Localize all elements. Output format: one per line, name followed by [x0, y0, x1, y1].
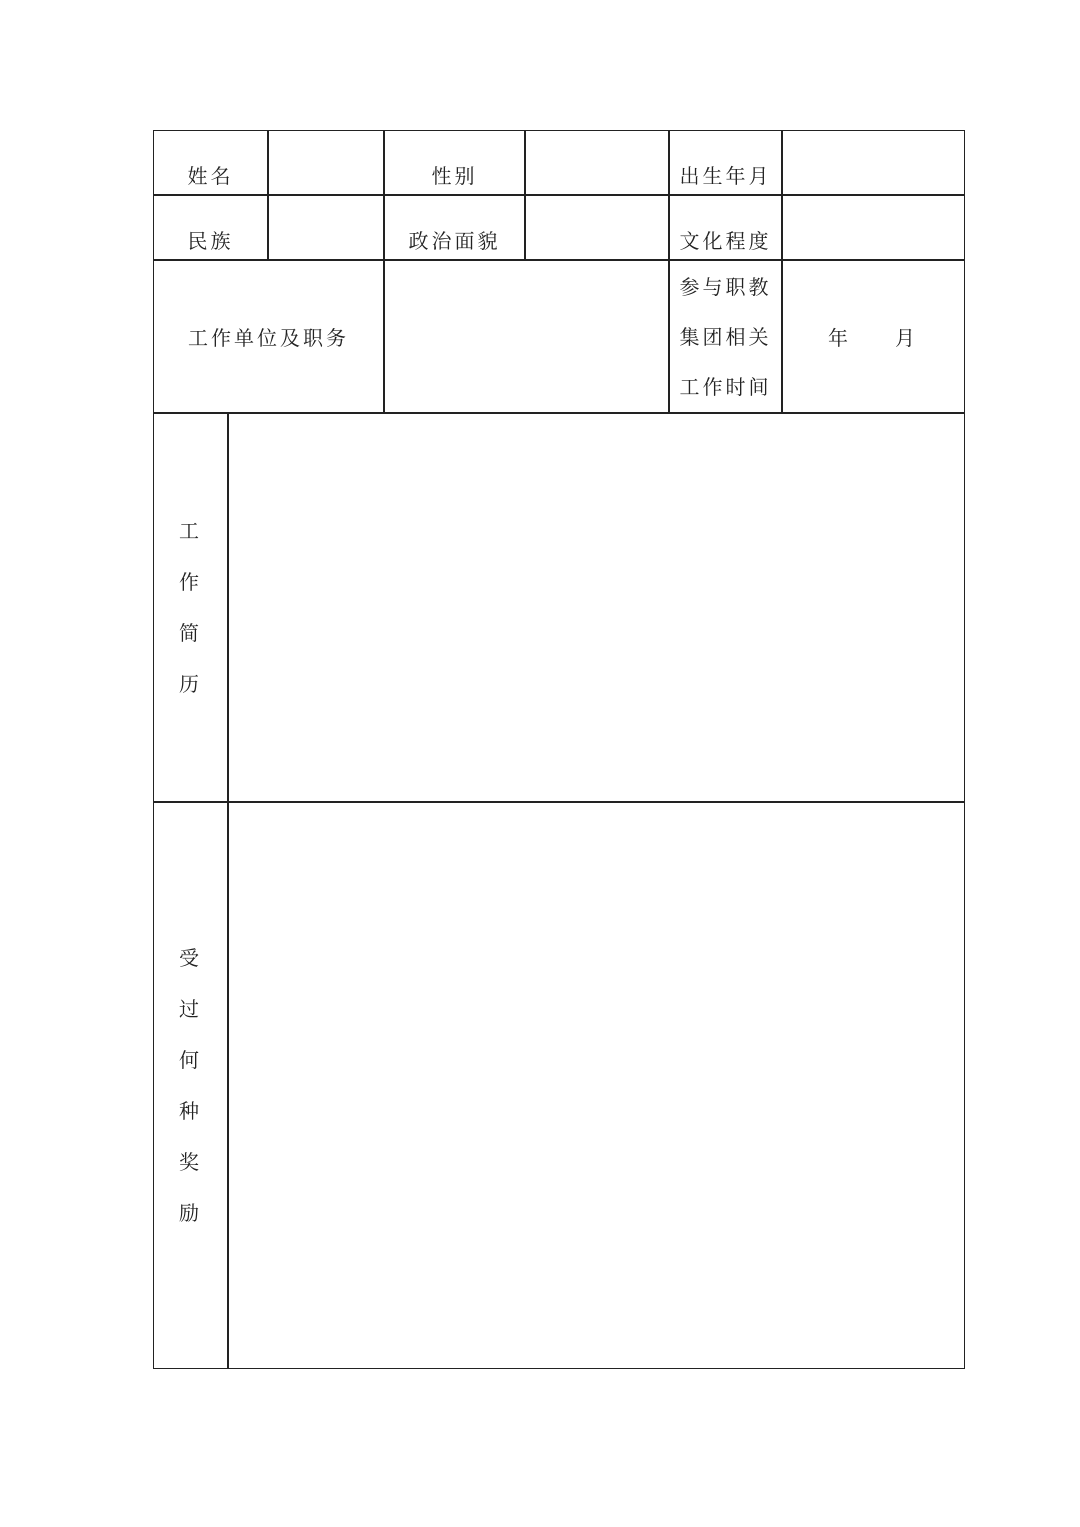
- birth-date-field[interactable]: [783, 132, 963, 194]
- gender-label: 性别: [431, 164, 478, 188]
- birth-date-label: 出生年月: [679, 164, 772, 188]
- participation-label-line: 工作时间: [679, 374, 772, 399]
- name-label: 姓名: [187, 164, 234, 188]
- work-resume-field[interactable]: [229, 414, 963, 800]
- participation-time-label: [669, 260, 782, 413]
- employer-position-field[interactable]: [385, 261, 667, 411]
- education-label: 文化程度: [679, 229, 772, 253]
- year-label: 年: [828, 325, 851, 350]
- political-status-field[interactable]: [526, 196, 667, 258]
- gender-field[interactable]: [526, 132, 667, 194]
- political-status-label: 政治面貌: [408, 229, 501, 253]
- month-label: 月: [895, 325, 918, 350]
- awards-char: 受: [179, 945, 202, 970]
- awards-char: 何: [179, 1047, 202, 1072]
- work-resume-char: 历: [179, 671, 202, 696]
- participation-time-field[interactable]: [783, 261, 963, 411]
- awards-char: 奖: [179, 1149, 202, 1174]
- awards-label: [153, 802, 228, 1369]
- awards-char: 种: [179, 1098, 202, 1123]
- awards-char: 过: [179, 996, 202, 1021]
- employer-position-label: 工作单位及职务: [188, 326, 349, 350]
- awards-char: 励: [179, 1200, 202, 1225]
- work-resume-label: [153, 413, 228, 802]
- awards-field[interactable]: [229, 803, 963, 1367]
- work-resume-char: 工: [179, 518, 202, 543]
- work-resume-char: 简: [179, 620, 202, 645]
- registration-form: [153, 130, 965, 1369]
- participation-label-line: 参与职教: [679, 274, 772, 299]
- ethnicity-label: 民族: [187, 229, 234, 253]
- education-field[interactable]: [783, 196, 963, 258]
- work-resume-char: 作: [179, 569, 202, 594]
- participation-label-line: 集团相关: [679, 324, 772, 349]
